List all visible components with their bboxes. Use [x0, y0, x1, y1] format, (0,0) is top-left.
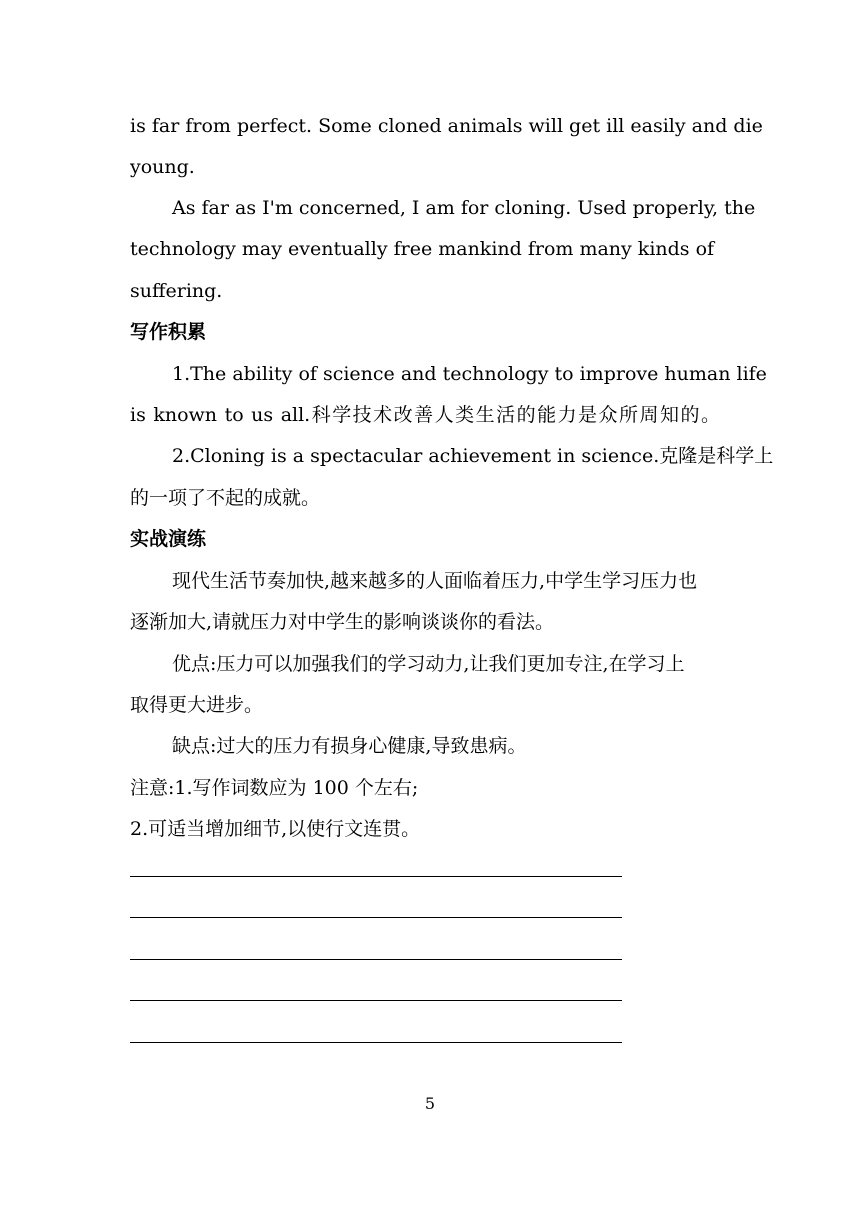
accumulation-item-2-line-2: 的一项了不起的成就。	[130, 487, 321, 509]
practice-notes-line-2: 2.可适当增加细节,以使行文连贯。	[130, 818, 421, 840]
essay-paragraph-2-line-2: technology may eventually free mankind from many kinds of	[130, 238, 715, 260]
essay-paragraph-1-line-2: young.	[130, 156, 195, 178]
accumulation-item-2-line-1: 2.Cloning is a spectacular achievement in science.克隆是科学上	[172, 445, 774, 467]
answer-line[interactable]	[130, 959, 622, 960]
essay-paragraph-2-line-3: suffering.	[130, 280, 223, 302]
practice-pros-line-2: 取得更大进步。	[130, 694, 264, 716]
answer-line[interactable]	[130, 876, 622, 877]
practice-notes-line-1: 注意:1.写作词数应为 100 个左右;	[130, 777, 419, 799]
practice-pros-line-1: 优点:压力可以加强我们的学习动力,让我们更加专注,在学习上	[172, 653, 685, 675]
accumulation-item-1-line-1: 1.The ability of science and technology to improve human life	[172, 363, 767, 385]
page-number: 5	[424, 1094, 436, 1113]
essay-paragraph-1-line-1: is far from perfect. Some cloned animals will get ill easily and die	[130, 115, 763, 137]
answer-line[interactable]	[130, 1000, 622, 1001]
section-heading-accumulation: 写作积累	[130, 321, 207, 343]
section-heading-practice: 实战演练	[130, 528, 207, 550]
practice-cons-line-1: 缺点:过大的压力有损身心健康,导致患病。	[172, 735, 527, 757]
practice-prompt-line-2: 逐渐加大,请就压力对中学生的影响谈谈你的看法。	[130, 611, 555, 633]
answer-line[interactable]	[130, 1042, 622, 1043]
accumulation-item-1-line-2: is known to us all.科学技术改善人类生活的能力是众所周知的。	[130, 404, 720, 426]
practice-prompt-line-1: 现代生活节奏加快,越来越多的人面临着压力,中学生学习压力也	[172, 570, 698, 592]
essay-paragraph-2-line-1: As far as I'm concerned, I am for cloning. Used properly, the	[172, 197, 756, 219]
answer-line[interactable]	[130, 917, 622, 918]
